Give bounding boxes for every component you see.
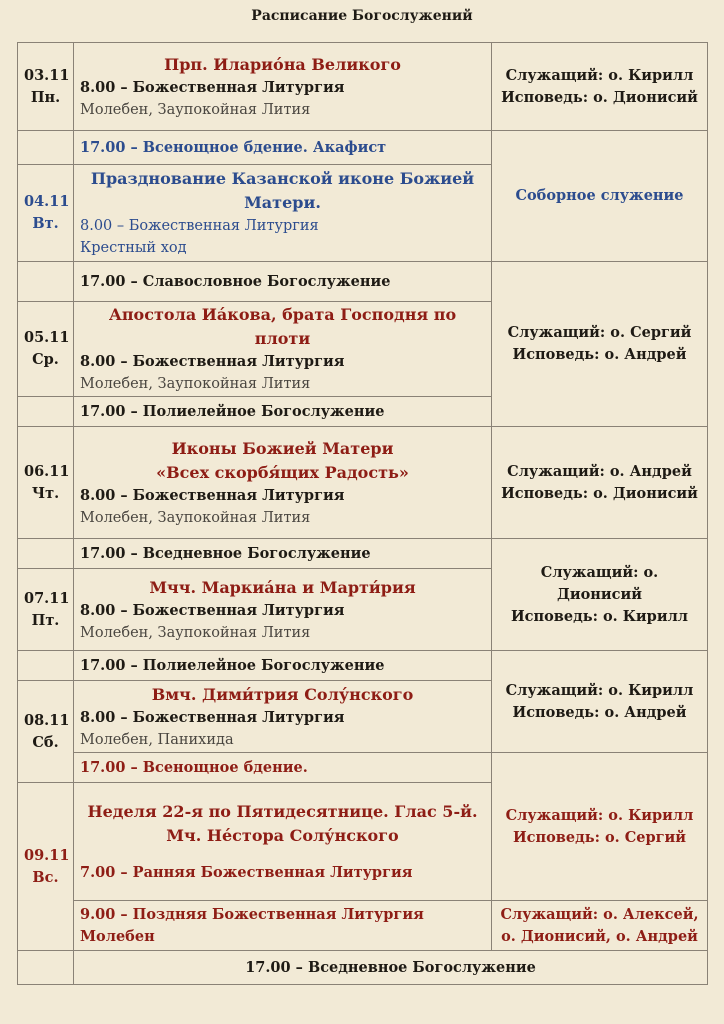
evening-service: 17.00 – Славословное Богослужение [80,272,391,290]
date-cell [18,783,74,951]
table-row [18,753,708,783]
feast-title: Мч. Не́стора Солу́нского [166,825,399,845]
clergy-cell [492,651,708,753]
clergy-line: Служащий: о. Кирилл [505,66,694,84]
clergy-cell [492,131,708,262]
evening-service: 17.00 – Всенощное бдение. [80,758,308,776]
clergy-line: Служащий: о. Алексей, [500,905,699,923]
service-cell [74,651,492,681]
weekday: Вс. [32,868,59,886]
clergy-line: Соборное служение [515,187,684,204]
service-line: 8.00 – Божественная Литургия [80,708,345,726]
feast-title: Прп. Иларио́на Великого [164,54,401,74]
service-line: 8.00 – Божественная Литургия [80,486,345,504]
weekday: Ср. [32,351,59,368]
service-line: 8.00 – Божественная Литургия [80,78,345,96]
feast-title: Празднование Казанской иконе Божией [90,169,475,188]
table-row [18,43,708,131]
service-cell [74,131,492,165]
clergy-line: Служащий: о. Дионисий [540,563,659,603]
service-line: 7.00 – Ранняя Божественная Литургия [80,863,413,881]
evening-service: 17.00 – Полиелейное Богослужение [80,402,385,420]
clergy-line: Исповедь: о. Андрей [512,346,687,363]
date: 08.11 [24,711,70,729]
service-line: Молебен, Заупокойная Лития [80,509,311,526]
date-cell-empty [18,651,74,681]
clergy-line: Служащий: о. Андрей [507,462,692,480]
feast-title: Иконы Божией Матери [171,438,394,458]
service-cell [74,165,492,262]
service-cell [74,43,492,131]
date-cell [18,165,74,262]
date-cell-empty [18,951,74,985]
page-title: Расписание Богослужений [251,8,473,24]
evening-service: 17.00 – Всенощное бдение. Акафист [80,138,387,156]
clergy-cell [492,43,708,131]
date: 09.11 [24,846,70,864]
table-row [18,539,708,569]
clergy-line: Служащий: о. Сергий [507,324,692,341]
clergy-line: Служащий: о. Кирилл [505,806,694,824]
date-cell [18,302,74,397]
date: 04.11 [24,193,70,210]
clergy-cell [492,427,708,539]
date-cell-empty [18,262,74,302]
clergy-cell [492,901,708,951]
service-line: 8.00 – Божественная Литургия [80,218,319,234]
service-cell [74,302,492,397]
clergy-cell [492,539,708,651]
clergy-cell [492,262,708,427]
table-row [18,901,708,951]
service-cell [74,951,708,985]
weekday: Пн. [30,88,61,106]
schedule-table [17,42,708,985]
service-cell [74,427,492,539]
clergy-line: Исповедь: о. Дионисий [501,484,698,502]
service-cell [74,681,492,753]
table-row [18,427,708,539]
weekday: Чт. [31,484,60,502]
feast-title: «Всех скорбя́щих Радость» [156,462,409,482]
service-line: Молебен, Заупокойная Лития [80,376,311,392]
date: 06.11 [24,462,70,480]
service-line: 8.00 – Божественная Литургия [80,601,345,619]
service-line: Молебен, Панихида [80,731,234,748]
table-row [18,651,708,681]
evening-service: 17.00 – Вседневное Богослужение [80,544,371,562]
clergy-line: Исповедь: о. Андрей [512,703,687,721]
service-cell [74,539,492,569]
weekday: Сб. [32,733,59,751]
date: 03.11 [24,66,70,84]
table-row [18,951,708,985]
table-row [18,131,708,165]
evening-service: 17.00 – Полиелейное Богослужение [80,656,385,674]
clergy-line: Исповедь: о. Дионисий [501,88,698,106]
clergy-line: о. Дионисий, о. Андрей [501,927,698,945]
date-cell-empty [18,131,74,165]
service-cell [74,262,492,302]
service-cell [74,397,492,427]
date-cell [18,43,74,131]
weekday: Пт. [31,611,60,629]
clergy-line: Служащий: о. Кирилл [505,681,694,699]
service-line: Молебен [80,927,155,945]
table-row [18,262,708,302]
clergy-line: Исповедь: о. Сергий [512,828,687,846]
service-cell [74,753,492,783]
feast-title: Апостола Иа́кова, брата Господня по плоти [108,305,457,348]
feast-title: Матери. [244,193,321,212]
date-cell [18,569,74,651]
weekday: Вт. [32,215,59,232]
date-cell-empty [18,539,74,569]
service-line: 9.00 – Поздняя Божественная Литургия [80,905,424,923]
clergy-cell [492,753,708,901]
service-line: 8.00 – Божественная Литургия [80,353,345,370]
service-cell [74,783,492,901]
service-line: Молебен, Заупокойная Лития [80,624,311,641]
service-cell [74,569,492,651]
service-cell [74,901,492,951]
date-cell [18,427,74,539]
clergy-line: Исповедь: о. Кирилл [510,607,689,625]
feast-title: Неделя 22-я по Пятидесятнице. Глас 5-й. [87,801,478,821]
service-line: Молебен, Заупокойная Лития [80,101,311,118]
date-cell-empty [18,397,74,427]
date: 07.11 [24,589,70,607]
date: 05.11 [24,329,70,346]
service-line: Крестный ход [80,240,187,256]
evening-service: 17.00 – Вседневное Богослужение [245,958,536,976]
date-cell [18,681,74,783]
feast-title: Мчч. Маркиа́на и Марти́рия [149,577,416,597]
feast-title: Вмч. Дими́трия Солу́нского [151,684,414,704]
